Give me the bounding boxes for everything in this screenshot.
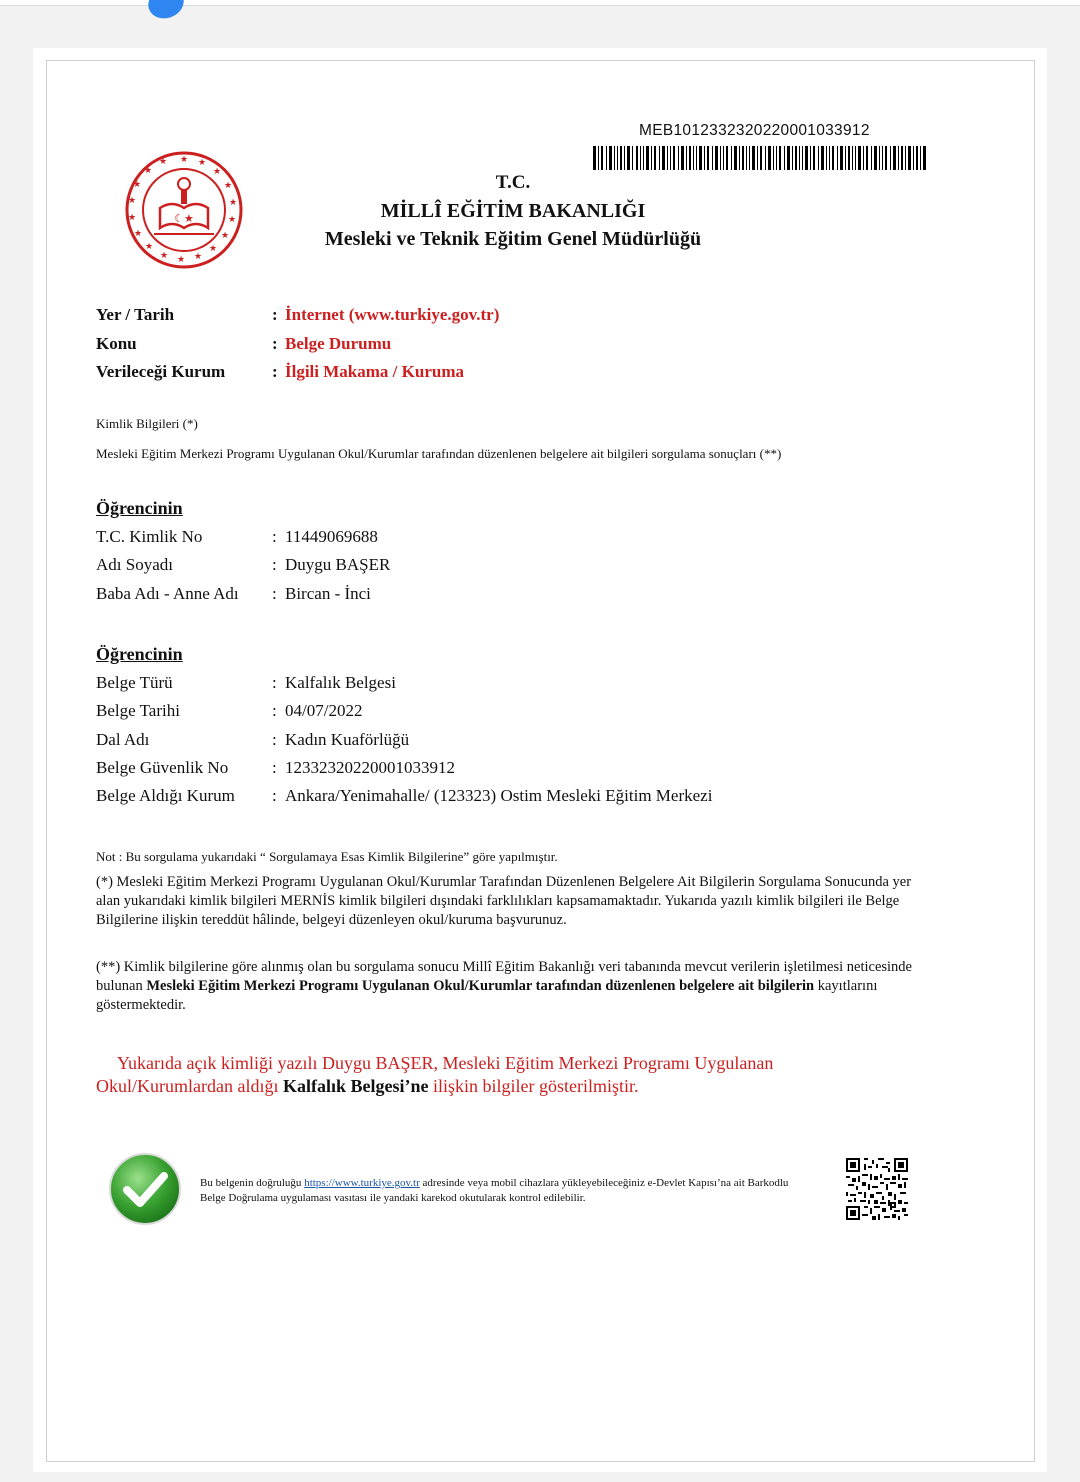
row-value: 12332320220001033912 — [285, 758, 455, 777]
meta-label: Yer / Tarih — [96, 305, 175, 324]
header-directorate: Mesleki ve Teknik Eğitim Genel Müdürlüğü — [324, 228, 702, 250]
row-label: T.C. Kimlik No — [96, 527, 203, 546]
row-colon: : — [272, 786, 277, 805]
verified-check-icon — [108, 1152, 182, 1226]
svg-text:★: ★ — [143, 166, 153, 176]
meta-label: Verileceği Kurum — [96, 362, 226, 381]
meta-colon: : — [272, 305, 278, 324]
row-value: 11449069688 — [285, 527, 378, 546]
row-value: Kalfalık Belgesi — [285, 673, 396, 692]
header-ministry: MİLLÎ EĞİTİM BAKANLIĞI — [380, 200, 646, 222]
svg-text:★: ★ — [208, 244, 218, 254]
row-value: Bircan - İnci — [285, 584, 371, 603]
verification-part1: Bu belgenin doğruluğu — [200, 1177, 305, 1189]
meta-value: Belge Durumu — [285, 334, 392, 353]
row-value: Ankara/Yenimahalle/ (123323) Ostim Mesleki Eğitim Merkezi — [285, 786, 713, 805]
svg-text:★: ★ — [197, 158, 207, 168]
row-label: Belge Türü — [96, 673, 173, 692]
verification-part2: adresinde veya mobil cihazlara yükleyebileceğiniz e-Devlet Kapısı’na ait Barkodlu Belge Doğrulama uygulaması vasıtası ile yandaki karekod okutularak kontrol edilebilir. — [200, 1177, 789, 1204]
svg-text:★: ★ — [127, 213, 137, 223]
svg-text:★: ★ — [223, 181, 233, 191]
row-colon: : — [272, 527, 277, 546]
qr-code-image[interactable] — [846, 1158, 908, 1220]
turkiye-gov-link[interactable]: https://www.turkiye.gov.tr — [304, 1177, 420, 1189]
result-certificate: Kalfalık Belgesi’ne — [282, 1076, 429, 1096]
viewer-scroll-indicator[interactable] — [144, 0, 188, 23]
verification-text — [200, 1176, 810, 1205]
footnote-identity: (*) Mesleki Eğitim Merkezi Programı Uygulanan Okul/Kurumlar Tarafından Düzenlenen Belgelere Ait Bilgilerin Sorgulama Sonucunda yer alan yukarıdaki kimlik bilgileri MERNİS kimlik bilgileri dışındaki farklılıkları kapsamamaktadır. Yukarıda yazılı kimlik bilgileri ile Belge Bilgilerine ilişkin tereddüt hâlinde, belgeyi düzenleyen okul/kuruma başvurunuz. — [96, 874, 912, 928]
svg-text:★: ★ — [159, 251, 169, 261]
svg-text:★: ★ — [158, 157, 168, 167]
query-results-line: Mesleki Eğitim Merkezi Programı Uygulanan Okul/Kurumlar tarafından düzenlenen belgelere ait bilgileri sorgulama sonuçları (**) — [96, 446, 782, 461]
svg-text:★: ★ — [193, 252, 203, 262]
row-label: Belge Aldığı Kurum — [96, 786, 235, 805]
result-part1: Yukarıda açık kimliği yazılı Duygu BAŞER, Mesleki Eğitim Merkezi Programı Uygulanan Okul/Kurumlardan aldığı — [96, 1053, 774, 1096]
svg-text:★: ★ — [144, 242, 154, 252]
row-label: Baba Adı - Anne Adı — [96, 584, 239, 603]
row-value: Duygu BAŞER — [285, 555, 391, 574]
result-statement — [96, 1052, 896, 1098]
row-colon: : — [272, 555, 277, 574]
row-colon: : — [272, 758, 277, 777]
meta-value: İnternet (www.turkiye.gov.tr) — [285, 305, 500, 324]
document-code: MEB101233232022000103391​2 — [639, 122, 870, 139]
note-line: Not : Bu sorgulama yukarıdaki “ Sorgulamaya Esas Kimlik Bilgilerine” göre yapılmıştır. — [96, 849, 558, 864]
header-tc: T.C. — [495, 172, 531, 193]
footnote-query-bold: Mesleki Eğitim Merkezi Programı Uygulanan Okul/Kurumlar tarafından düzenlenen belgelere ait bilgilerin — [146, 978, 815, 994]
row-value: 04/07/2022 — [285, 701, 363, 720]
row-label: Belge Tarihi — [96, 701, 180, 720]
svg-text:★: ★ — [179, 155, 189, 165]
row-value: Kadın Kuaförlüğü — [285, 730, 410, 749]
row-colon: : — [272, 584, 277, 603]
row-colon: : — [272, 730, 277, 749]
barcode-image — [593, 146, 926, 170]
meta-colon: : — [272, 334, 278, 353]
footnote-query-part1: (**) Kimlik bilgilerine göre alınmış olan bu sorgulama sonucu Millî Eğitim Bakanlığı veri tabanında mevcut verilerin işletilmesi neticesinde bulunan — [96, 959, 912, 994]
row-colon: : — [272, 673, 277, 692]
result-part2: ilişkin bilgiler gösterilmiştir. — [428, 1076, 639, 1096]
meta-colon: : — [272, 362, 278, 381]
meta-value: İlgili Makama / Kuruma — [285, 362, 464, 381]
svg-text:★: ★ — [133, 229, 143, 239]
row-label: Belge Güvenlik No — [96, 758, 229, 777]
svg-text:★: ★ — [132, 180, 142, 190]
svg-text:☾★: ☾★ — [174, 212, 194, 225]
meta-label: Konu — [96, 334, 137, 353]
section-student-identity-title: Öğrencinin — [96, 498, 183, 518]
svg-text:★: ★ — [227, 215, 237, 225]
footnote-query — [96, 958, 936, 1015]
svg-text:★: ★ — [220, 231, 230, 241]
section-certificate-title: Öğrencinin — [96, 644, 183, 664]
row-label: Adı Soyadı — [96, 555, 173, 574]
row-label: Dal Adı — [96, 730, 150, 749]
footnote-query-part2: kayıtlarını göstermektedir. — [96, 978, 878, 1013]
identity-info-line: Kimlik Bilgileri (*) — [96, 416, 198, 431]
svg-text:★: ★ — [127, 196, 137, 206]
svg-text:★: ★ — [228, 198, 238, 208]
row-colon: : — [272, 701, 277, 720]
svg-text:★: ★ — [212, 167, 222, 177]
svg-text:★: ★ — [176, 255, 186, 265]
